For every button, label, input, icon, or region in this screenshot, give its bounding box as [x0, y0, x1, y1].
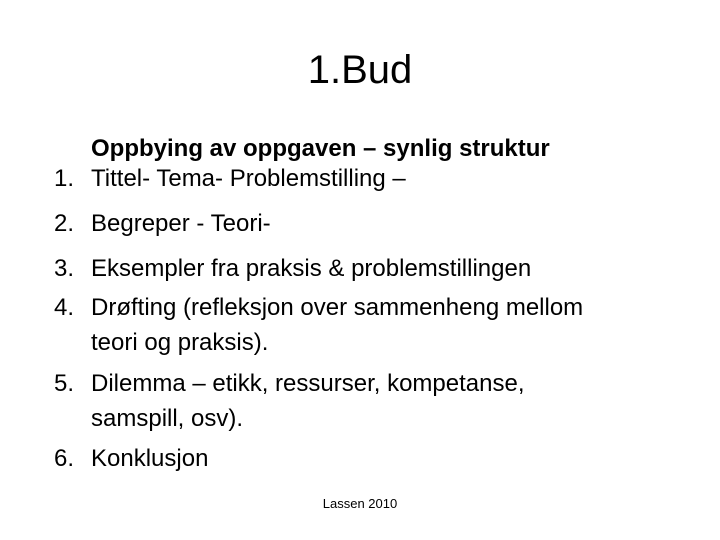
list-item-number: 5. [53, 370, 74, 397]
list-item-number: 2. [53, 210, 74, 237]
list-item-text: samspill, osv). [91, 405, 244, 432]
list-item-text: Konklusjon [91, 445, 209, 472]
list-item-text: Drøfting (refleksjon over sammenheng mellom [91, 294, 584, 321]
list-item-text: Eksempler fra praksis & problemstillingen [91, 255, 532, 282]
list-item-text: Dilemma – etikk, ressurser, kompetanse, [91, 370, 525, 397]
list-item-text: Tittel- Tema- Problemstilling – [91, 165, 406, 192]
list-item-number: 6. [53, 445, 74, 472]
slide-title: 1.Bud [307, 48, 413, 92]
list-item-number: 1. [53, 165, 74, 192]
list-item-text: Begreper - Teori- [91, 210, 271, 237]
list-item-number: 4. [53, 294, 74, 321]
slide-footer: Lassen 2010 [322, 496, 398, 511]
list-item-text: teori og praksis). [91, 329, 269, 356]
list-item-number: 3. [53, 255, 74, 282]
content-heading: Oppbying av oppgaven – synlig struktur [91, 135, 550, 162]
